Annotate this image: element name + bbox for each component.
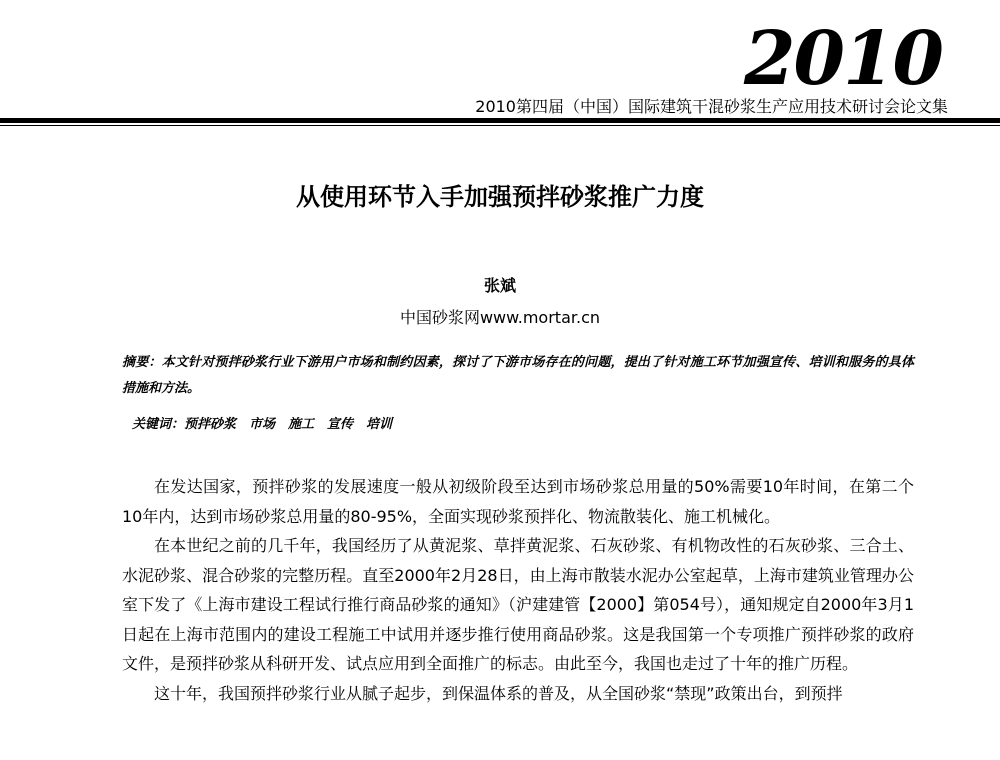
paper-title: 从使用环节入手加强预拌砂浆推广力度 — [296, 183, 704, 211]
body-paragraph: 这十年，我国预拌砂浆行业从腻子起步，到保温体系的普及，从全国砂浆“禁现”政策出台，到预拌 — [154, 683, 843, 703]
body-paragraph: 在发达国家，预拌砂浆的发展速度一般从初级阶段至达到市场砂浆总用量的50%需要10年时间，在第二个10年内，达到市场砂浆总用量的80-95%，全面实现砂浆预拌化、物流散装化、施工机械化。 — [122, 477, 914, 526]
header-rule — [0, 118, 1000, 123]
abstract: 摘要：本文针对预拌砂浆行业下游用户市场和制约因素，探讨了下游市场存在的问题，提出了针对施工环节加强宣传、培训和服务的具体措施和方法。 — [122, 355, 914, 396]
author-affiliation: 中国砂浆网www.mortar.cn — [399, 308, 601, 327]
author-name: 张斌 — [483, 276, 516, 295]
body-paragraph: 在本世纪之前的几千年，我国经历了从黄泥浆、草拌黄泥浆、石灰砂浆、有机物改性的石灰砂浆、三合土、水泥砂浆、混合砂浆的完整历程。直至2000年2月28日，由上海市散装水泥办公室起草，上海市建筑业管理办公室下发了《上海市建设工程试行推行商品砂浆的通知》（沪建建管【2000】第054号），通知规定自2000年3月1日起在上海市范围内的建设工程施工中试用并逐步推行使用商品砂浆。这是我国第一个专项推广预拌砂浆的政府文件，是预拌砂浆从科研开发、试点应用到全面推广的标志。由此至今，我国也走过了十年的推广历程。 — [122, 536, 914, 673]
header-rule-thin — [0, 125, 1000, 126]
year-banner: 2010 — [744, 16, 942, 102]
body-text — [122, 472, 914, 708]
keywords: 关键词：预拌砂浆 市场 施工 宣传 培训 — [132, 417, 393, 432]
conference-title: 2010第四届（中国）国际建筑干混砂浆生产应用技术研讨会论文集 — [475, 97, 948, 116]
